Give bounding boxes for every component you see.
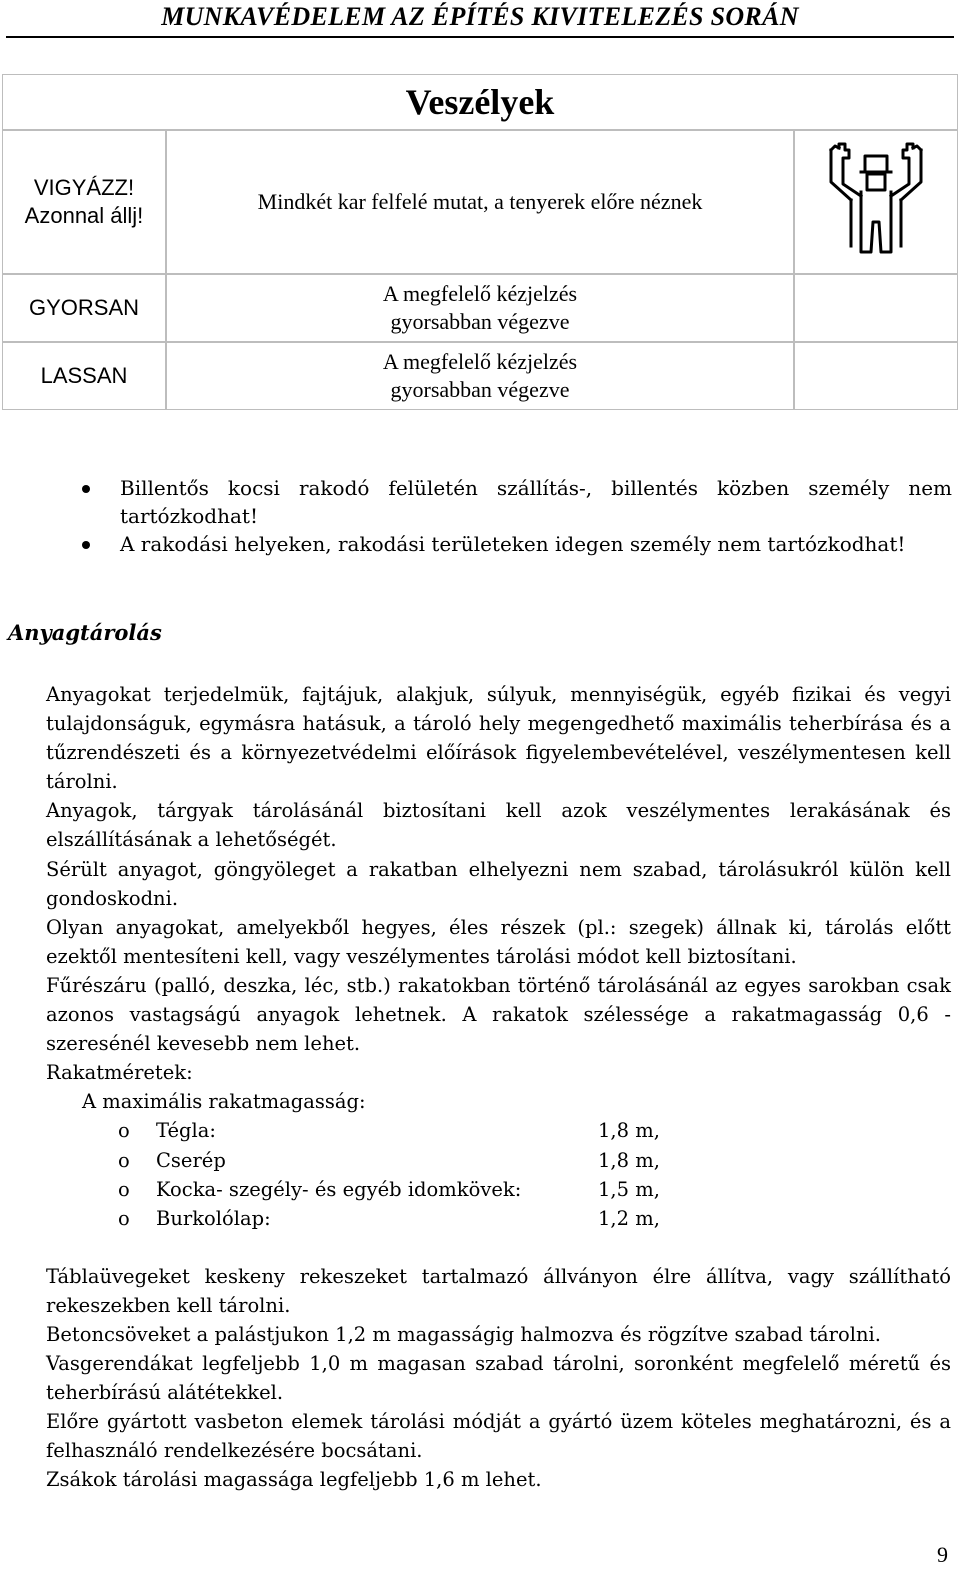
- signal-description: A megfelelő kézjelzés gyorsabban végezve: [382, 349, 578, 402]
- paragraph: Zsákok tárolási magassága legfeljebb 1,6 m lehet.: [46, 1468, 542, 1492]
- signal-description: A megfelelő kézjelzés gyorsabban végezve: [382, 281, 578, 334]
- table-row: [2, 130, 166, 274]
- table-row: [794, 130, 958, 274]
- list-marker: o: [118, 1148, 130, 1172]
- paragraph: Előre gyártott vasbeton elemek tárolási módját a gyártó üzem köteles meghatározni, és a felhasználó rendelkezésére bocsátani.: [46, 1410, 951, 1463]
- table-row: [2, 342, 166, 410]
- item-value: 1,2 m,: [598, 1206, 660, 1230]
- item-name: Burkolólap:: [156, 1206, 271, 1230]
- table-row: [2, 274, 166, 342]
- header-rule: [6, 36, 954, 38]
- signal-label: VIGYÁZZ! Azonnal állj!: [24, 175, 144, 228]
- paragraph: Sérült anyagot, göngyöleget a rakatban elhelyezni nem szabad, tárolásukról külön kell gondoskodni.: [46, 857, 951, 910]
- list-marker: o: [118, 1206, 130, 1230]
- signal-table: [0, 74, 960, 412]
- person-arms-raised-icon: [821, 142, 931, 262]
- section-title: Anyagtárolás: [8, 620, 162, 645]
- item-name: Kocka- szegély- és egyéb idomkövek:: [156, 1177, 522, 1201]
- spacer: [46, 1233, 951, 1262]
- list-item: [46, 1175, 951, 1204]
- table-title: Veszélyek: [2, 74, 958, 130]
- item-value: 1,8 m,: [598, 1119, 660, 1143]
- item-name: Tégla:: [156, 1119, 216, 1143]
- paragraph: Anyagokat terjedelmük, fajtájuk, alakjuk, súlyuk, mennyiségük, egyéb fizikai és vegyi tulajdonságuk, egymásra hatásuk, a tároló hely megengedhető maximális teherbírása és a tűzrendészeti és a környezetvédelmi előírások figyelembevételével, veszélymentesen kell tárolni.: [46, 683, 951, 794]
- list-item: [46, 1116, 951, 1145]
- table-row: [166, 274, 794, 342]
- signal-label: GYORSAN: [28, 295, 140, 320]
- item-name: Cserép: [156, 1148, 226, 1172]
- paragraph: Fűrészáru (palló, deszka, léc, stb.) rakatokban történő tárolásánál az egyes sarokban csak azonos vastagságú anyagok lehetnek. A rakatok szélessége a rakatmagasság 0,6 - szeresénél kevesebb nem lehet.: [46, 973, 951, 1056]
- paragraph: Anyagok, tárgyak tárolásánál biztosítani kell azok veszélymentes lerakásának és elszállításának a lehetőségét.: [46, 799, 951, 852]
- signal-label: LASSAN: [40, 363, 128, 388]
- signal-description: Mindkét kar felfelé mutat, a tenyerek előre néznek: [257, 189, 703, 214]
- list-item: [46, 1204, 951, 1233]
- document-header: MUNKAVÉDELEM AZ ÉPÍTÉS KIVITELEZÉS SORÁN: [161, 2, 799, 31]
- bullet-icon: [82, 541, 90, 549]
- list-item: A rakodási helyeken, rakodási területeken idegen személy nem tartózkodhat!: [82, 530, 952, 558]
- page-number: 9: [937, 1542, 948, 1567]
- max-height-label: A maximális rakatmagasság:: [82, 1090, 366, 1114]
- table-cell-empty: [794, 342, 958, 410]
- dimensions-label: Rakatméretek:: [46, 1061, 193, 1085]
- table-cell-empty: [794, 274, 958, 342]
- bullet-icon: [82, 485, 90, 493]
- list-marker: o: [118, 1177, 130, 1201]
- paragraph: Vasgerendákat legfeljebb 1,0 m magasan szabad tárolni, soronként megfelelő méretű és teherbírású alátétekkel.: [46, 1352, 951, 1405]
- table-row: [166, 342, 794, 410]
- paragraph: Táblaüvegeket keskeny rekeszeket tartalmazó állványon élre állítva, vagy szállítható rekeszekben kell tárolni.: [46, 1264, 951, 1317]
- paragraph: Olyan anyagokat, amelyekből hegyes, éles részek (pl.: szegek) állnak ki, tárolás előtt ezektől mentesíteni kell, vagy veszélymentes tárolási módot kell biztosítani.: [46, 915, 951, 968]
- list-item: [46, 1146, 951, 1175]
- list-item: Billentős kocsi rakodó felületén szállítás-, billentés közben személy nem tartózkodhat!: [82, 474, 952, 530]
- paragraph: Betoncsöveket a palástjukon 1,2 m magasságig halmozva és rögzítve szabad tárolni.: [46, 1322, 881, 1346]
- list-marker: o: [118, 1119, 130, 1143]
- item-value: 1,5 m,: [598, 1177, 660, 1201]
- item-value: 1,8 m,: [598, 1148, 660, 1172]
- table-row: [166, 130, 794, 274]
- section-body: [46, 680, 951, 1495]
- bullet-list: [82, 474, 952, 558]
